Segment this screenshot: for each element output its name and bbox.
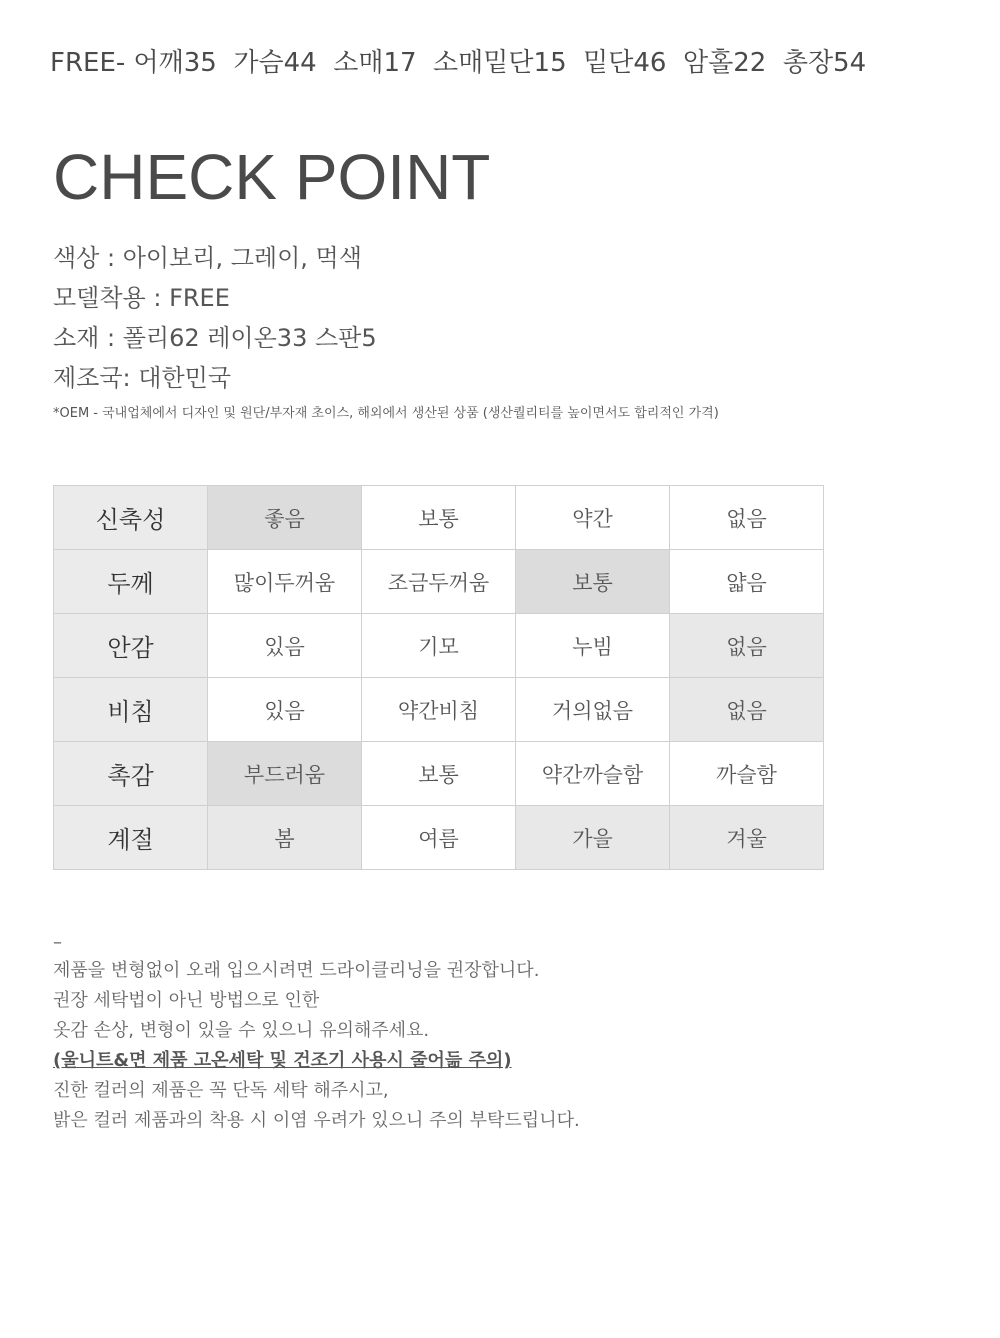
check-row xyxy=(54,486,824,550)
color-info: 색상 : 아이보리, 그레이, 먹색 xyxy=(53,244,362,272)
check-row-label: 계절 xyxy=(54,806,208,870)
check-option: 많이두꺼움 xyxy=(208,550,362,614)
check-option-selected: 보통 xyxy=(516,550,670,614)
check-option: 있음 xyxy=(208,614,362,678)
product-info xyxy=(53,240,719,421)
check-row-label: 비침 xyxy=(54,678,208,742)
check-row-label: 안감 xyxy=(54,614,208,678)
check-row xyxy=(54,806,824,870)
check-row xyxy=(54,614,824,678)
check-option: 조금두꺼움 xyxy=(362,550,516,614)
check-row xyxy=(54,742,824,806)
origin-info: 제조국: 대한민국 xyxy=(53,364,232,392)
check-option: 거의없음 xyxy=(516,678,670,742)
check-row-label: 촉감 xyxy=(54,742,208,806)
check-option-selected: 봄 xyxy=(208,806,362,870)
shrink-warning: (울니트&면 제품 고온세탁 및 건조기 사용시 줄어듦 주의) xyxy=(53,1050,512,1071)
check-option-selected: 부드러움 xyxy=(208,742,362,806)
check-option-selected: 좋음 xyxy=(208,486,362,550)
check-option-selected: 겨울 xyxy=(670,806,824,870)
check-point-table xyxy=(53,485,824,870)
check-option: 보통 xyxy=(362,486,516,550)
check-row-label: 신축성 xyxy=(54,486,208,550)
care-instructions xyxy=(53,930,580,1136)
check-option: 누빔 xyxy=(516,614,670,678)
material-info: 소재 : 폴리62 레이온33 스판5 xyxy=(53,324,377,352)
care-line: 제품을 변형없이 오래 입으시려면 드라이클리닝을 권장합니다. xyxy=(53,960,540,981)
check-option: 얇음 xyxy=(670,550,824,614)
check-option: 기모 xyxy=(362,614,516,678)
care-line: 진한 컬러의 제품은 꼭 단독 세탁 해주시고, xyxy=(53,1080,389,1101)
check-option-selected: 없음 xyxy=(670,614,824,678)
check-option: 약간 xyxy=(516,486,670,550)
check-option: 있음 xyxy=(208,678,362,742)
care-line: 권장 세탁법이 아닌 방법으로 인한 xyxy=(53,990,320,1011)
check-option: 약간비침 xyxy=(362,678,516,742)
check-option: 보통 xyxy=(362,742,516,806)
model-size-info: 모델착용 : FREE xyxy=(53,284,230,312)
check-row-label: 두께 xyxy=(54,550,208,614)
check-option: 약간까슬함 xyxy=(516,742,670,806)
check-option: 여름 xyxy=(362,806,516,870)
check-option-selected: 가을 xyxy=(516,806,670,870)
check-option: 없음 xyxy=(670,486,824,550)
care-line: 옷감 손상, 변형이 있을 수 있으니 유의해주세요. xyxy=(53,1020,430,1041)
care-dash: – xyxy=(53,932,62,953)
check-row xyxy=(54,550,824,614)
size-measurements: FREE- 어깨35 가슴44 소매17 소매밑단15 밑단46 암홀22 총장54 xyxy=(50,48,867,78)
check-option-selected: 없음 xyxy=(670,678,824,742)
oem-note: *OEM - 국내업체에서 디자인 및 원단/부자재 초이스, 해외에서 생산된 상품 (생산퀄리티를 높이면서도 합리적인 가격) xyxy=(53,406,719,421)
check-row xyxy=(54,678,824,742)
check-option: 까슬함 xyxy=(670,742,824,806)
care-line: 밝은 컬러 제품과의 착용 시 이염 우려가 있으니 주의 부탁드립니다. xyxy=(53,1110,580,1131)
check-point-title: CHECK POINT xyxy=(53,141,491,213)
